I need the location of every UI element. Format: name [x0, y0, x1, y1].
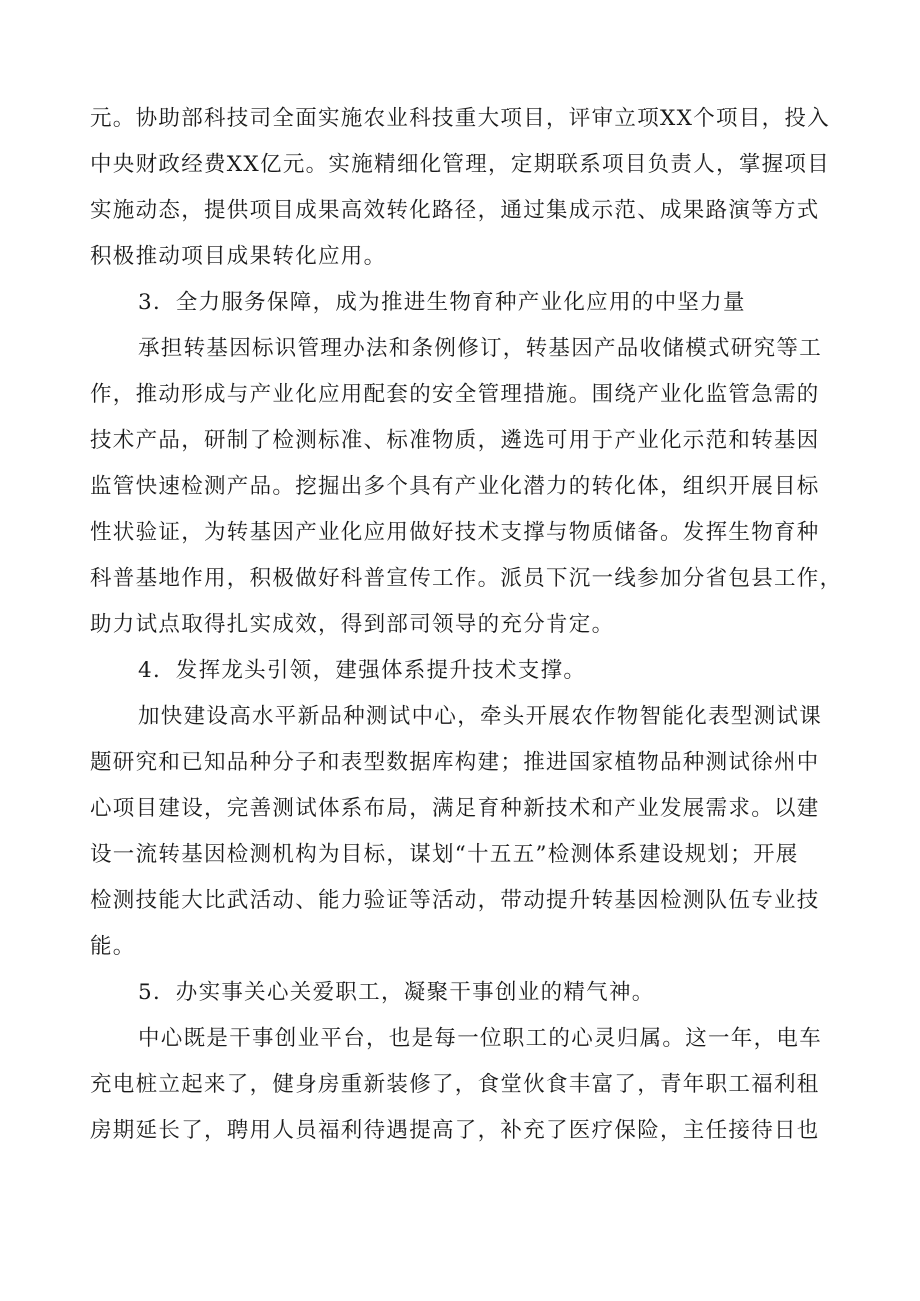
text-line: 技术产品，研制了检测标准、标准物质，遴选可用于产业化示范和转基因 [90, 428, 820, 453]
paragraph-testing-system [90, 694, 830, 970]
paragraph-staff-care [90, 1016, 830, 1154]
text-line: 元。协助部科技司全面实施农业科技重大项目，评审立项XX个项目，投入 [90, 106, 831, 131]
text-line: 题研究和已知品种分子和表型数据库构建；推进国家植物品种测试徐州中 [90, 750, 820, 775]
section-heading-4 [90, 648, 830, 694]
paragraph-biobreeding-support [90, 326, 843, 648]
section-heading-5 [90, 970, 830, 1016]
heading-line: 3．全力服务保障，成为推进生物育种产业化应用的中坚力量 [138, 290, 746, 315]
text-line: 作，推动形成与产业化应用配套的安全管理措施。围绕产业化监管急需的 [90, 382, 820, 407]
text-line: 监管快速检测产品。挖掘出多个具有产业化潜力的转化体，组织开展目标 [90, 474, 820, 499]
text-line: 充电桩立起来了，健身房重新装修了，食堂伙食丰富了，青年职工福利租 [90, 1072, 820, 1097]
heading-line: 4．发挥龙头引领，建强体系提升技术支撑。 [138, 658, 587, 683]
text-line: 设一流转基因检测机构为目标，谋划“十五五”检测体系建设规划；开展 [90, 842, 799, 867]
text-line: 承担转基因标识管理办法和条例修订，转基因产品收储模式研究等工 [138, 336, 823, 361]
text-line: 检测技能大比武活动、能力验证等活动，带动提升转基因检测队伍专业技 [90, 888, 820, 913]
text-line: 心项目建设，完善测试体系布局，满足育种新技术和产业发展需求。以建 [90, 796, 820, 821]
text-line: 助力试点取得扎实成效，得到部司领导的充分肯定。 [90, 612, 615, 637]
text-line: 中心既是干事创业平台，也是每一位职工的心灵归属。这一年，电车 [138, 1026, 823, 1051]
text-line: 能。 [90, 934, 136, 959]
text-line: 科普基地作用，积极做好科普宣传工作。派员下沉一线参加分省包县工作， [90, 566, 843, 591]
text-line: 房期延长了，聘用人员福利待遇提高了，补充了医疗保险，主任接待日也 [90, 1118, 820, 1143]
text-line: 中央财政经费XX亿元。实施精细化管理，定期联系项目负责人，掌握项目 [90, 152, 831, 177]
heading-line: 5．办实事关心关爱职工，凝聚干事创业的精气神。 [138, 980, 655, 1005]
text-line: 性状验证，为转基因产业化应用做好技术支撑与物质储备。发挥生物育种 [90, 520, 820, 545]
paragraph-project-management [90, 96, 830, 280]
text-line: 加快建设高水平新品种测试中心，牵头开展农作物智能化表型测试课 [138, 704, 823, 729]
text-line: 积极推动项目成果转化应用。 [90, 244, 387, 269]
document-body [90, 96, 843, 1154]
section-heading-3 [90, 280, 830, 326]
text-line: 实施动态，提供项目成果高效转化路径，通过集成示范、成果路演等方式 [90, 198, 820, 223]
